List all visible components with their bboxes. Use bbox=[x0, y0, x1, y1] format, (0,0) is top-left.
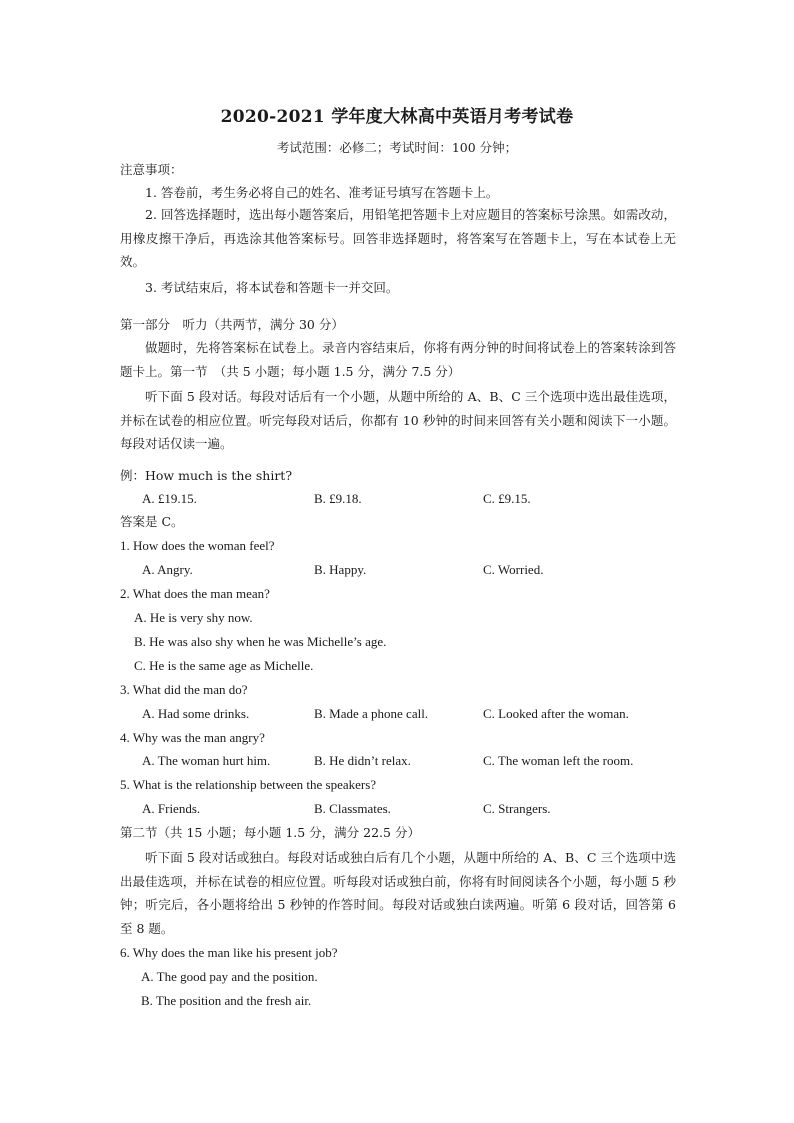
q6-option-a: A. The good pay and the position. bbox=[141, 969, 318, 984]
part1-intro: 做题时，先将答案标在试卷上。录音内容结束后，你将有两分钟的时间将试卷上的答案转涂到答题卡上。第一节 （共 5 小题；每小题 1.5 分，满分 7.5 分） bbox=[120, 340, 676, 379]
notice-item-3: 3. 考试结束后，将本试卷和答题卡一并交回。 bbox=[145, 280, 399, 295]
question-3: 3. What did the man do? bbox=[120, 682, 248, 697]
q3-option-c: C. Looked after the woman. bbox=[483, 706, 629, 721]
notice-item-1: 1. 答卷前，考生务必将自己的姓名、准考证号填写在答题卡上。 bbox=[145, 185, 499, 200]
exam-subtitle: 考试范围：必修二；考试时间：100 分钟； bbox=[276, 140, 518, 155]
q5-option-a: A. Friends. bbox=[142, 801, 201, 816]
question-5: 5. What is the relationship between the speakers? bbox=[120, 777, 377, 792]
q2-option-b: B. He was also shy when he was Michelle’s age. bbox=[134, 634, 387, 649]
q4-option-b: B. He didn’t relax. bbox=[314, 753, 411, 768]
example-option-a: A. £19.15. bbox=[142, 491, 197, 506]
exam-title: 2020-2021 学年度大林高中英语月考考试卷 bbox=[220, 107, 574, 127]
question-1: 1. How does the woman feel? bbox=[120, 538, 275, 553]
question-2: 2. What does the man mean? bbox=[120, 586, 270, 601]
q3-option-b: B. Made a phone call. bbox=[314, 706, 429, 721]
section2-instructions: 听下面 5 段对话或独白。每段对话或独白后有几个小题，从题中所给的 A、B、C 三个选项中选出最佳选项，并标在试卷的相应位置。听每段对话或独白前，你将有时间阅读各个小题，每小题 5 秒钟；听完后，各小题将给出 5 秒钟的作答时间。每段对话或独白读两遍。听第 6 段对话，回答第 6 至 8 题。 bbox=[120, 850, 676, 936]
example-option-c: C. £9.15. bbox=[483, 491, 531, 506]
q5-option-b: B. Classmates. bbox=[314, 801, 391, 816]
part1-heading: 第一部分 听力（共两节，满分 30 分） bbox=[120, 317, 344, 332]
example-answer: 答案是 C。 bbox=[120, 514, 184, 529]
section2-heading: 第二节（共 15 小题；每小题 1.5 分，满分 22.5 分） bbox=[120, 825, 420, 840]
q4-option-a: A. The woman hurt him. bbox=[142, 753, 271, 768]
q1-option-c: C. Worried. bbox=[483, 562, 544, 577]
q1-option-b: B. Happy. bbox=[314, 562, 367, 577]
q2-option-a: A. He is very shy now. bbox=[134, 610, 253, 625]
q6-option-b: B. The position and the fresh air. bbox=[141, 993, 312, 1008]
q4-option-c: C. The woman left the room. bbox=[483, 753, 634, 768]
example-question: 例：How much is the shirt? bbox=[120, 468, 293, 483]
section1-instructions: 听下面 5 段对话。每段对话后有一个小题，从题中所给的 A、B、C 三个选项中选出最佳选项，并标在试卷的相应位置。听完每段对话后，你都有 10 秒钟的时间来回答有关小题和阅读下一小题。每段对话仅读一遍。 bbox=[120, 389, 676, 451]
q1-option-a: A. Angry. bbox=[142, 562, 193, 577]
notice-item-2: 2. 回答选择题时，选出每小题答案后，用铅笔把答题卡上对应题目的答案标号涂黑。如需改动，用橡皮擦干净后，再选涂其他答案标号。回答非选择题时，将答案写在答题卡上，写在本试卷上无效。 bbox=[120, 207, 676, 269]
notice-heading: 注意事项： bbox=[120, 162, 183, 177]
question-4: 4. Why was the man angry? bbox=[120, 730, 265, 745]
question-6: 6. Why does the man like his present job? bbox=[120, 945, 338, 960]
example-option-b: B. £9.18. bbox=[314, 491, 362, 506]
q2-option-c: C. He is the same age as Michelle. bbox=[134, 658, 314, 673]
q5-option-c: C. Strangers. bbox=[483, 801, 551, 816]
q3-option-a: A. Had some drinks. bbox=[142, 706, 250, 721]
